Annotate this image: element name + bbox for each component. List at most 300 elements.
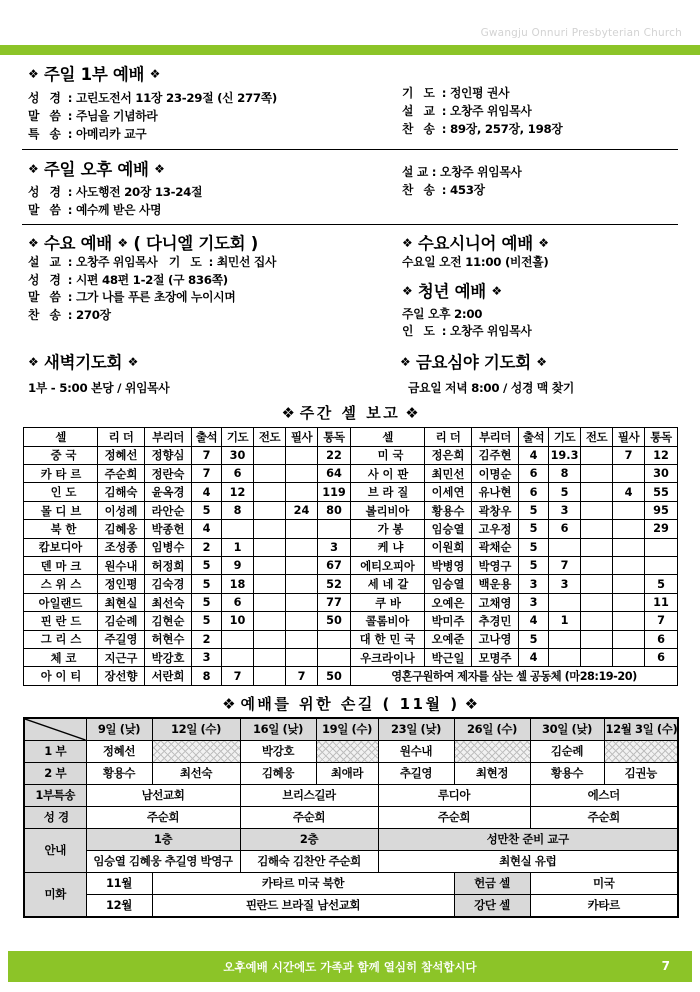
cell-prayer xyxy=(549,593,581,611)
cell-reading: 77 xyxy=(318,593,351,611)
cell-country: 몰 디 브 xyxy=(24,501,98,519)
cell-report-body xyxy=(24,446,678,685)
cell-evangel xyxy=(254,667,286,685)
schedule-cell: 최현정 xyxy=(454,762,530,784)
cell-evangel xyxy=(254,483,286,501)
schedule-cell: 주순희 xyxy=(240,806,378,828)
cell-subleader: 박강호 xyxy=(145,648,192,666)
col-header-reading: 통독 xyxy=(318,428,351,446)
cell-reading: 6 xyxy=(645,648,678,666)
cell-writing: 7 xyxy=(613,446,645,464)
cell-country: 볼리비아 xyxy=(351,501,425,519)
info-label: 말 씀 xyxy=(28,290,64,305)
info-value: 그가 나를 푸른 초장에 누이시며 xyxy=(75,290,236,305)
cell-writing xyxy=(286,593,318,611)
ornament-icon: ❖ xyxy=(127,355,139,370)
beautify-extra-label: 헌금 셀 xyxy=(454,872,530,894)
beautify-month: 12월 xyxy=(86,894,152,917)
col-header-writing: 필사 xyxy=(613,428,645,446)
cell-reading: 5 xyxy=(645,575,678,593)
cell-attend: 2 xyxy=(192,630,222,648)
info-line: 말 씀 : 주님을 기념하라 xyxy=(28,108,158,123)
cell-prayer: 12 xyxy=(222,483,254,501)
cell-prayer xyxy=(222,520,254,538)
cell-leader: 주길영 xyxy=(98,630,145,648)
cell-leader: 임승열 xyxy=(425,520,472,538)
cell-evangel xyxy=(254,501,286,519)
cell-reading: 52 xyxy=(318,575,351,593)
cell-leader: 이성례 xyxy=(98,501,145,519)
cell-evangel xyxy=(254,465,286,483)
cell-reading: 119 xyxy=(318,483,351,501)
cell-prayer: 5 xyxy=(549,483,581,501)
cell-writing xyxy=(286,465,318,483)
beautify-extra-label: 강단 셀 xyxy=(454,894,530,917)
schedule-cell: 주순희 xyxy=(378,806,530,828)
cell-subleader: 이명순 xyxy=(472,465,519,483)
cell-attend: 4 xyxy=(519,446,549,464)
schedule-cell: 주순희 xyxy=(530,806,678,828)
col-header-subleader: 부리더 xyxy=(145,428,192,446)
col-header-leader: 리 더 xyxy=(98,428,145,446)
sunday-first-title-text: 주일 1부 예배 xyxy=(43,65,145,84)
section-sunday-first-service xyxy=(0,57,700,144)
cell-leader: 정은희 xyxy=(425,446,472,464)
info-label: 성 경 xyxy=(28,272,64,287)
cell-writing xyxy=(613,538,645,556)
cell-prayer: 3 xyxy=(549,575,581,593)
cell-leader: 이원희 xyxy=(425,538,472,556)
cell-evangel xyxy=(581,593,613,611)
section-sunday-afternoon-service xyxy=(0,150,700,220)
youth-title xyxy=(402,278,700,302)
cell-leader: 최민선 xyxy=(425,465,472,483)
friday-prayer-title xyxy=(400,349,700,373)
cell-attend: 4 xyxy=(192,483,222,501)
info-line: 기 도 : 정인평 권사 xyxy=(402,86,510,100)
info-value: 고린도전서 11장 23-29절 (신 277쪽) xyxy=(75,91,277,105)
cell-leader: 원수내 xyxy=(98,557,145,575)
schedule-cell xyxy=(152,740,240,762)
cell-subleader: 정란숙 xyxy=(145,465,192,483)
cell-country: 사 이 판 xyxy=(351,465,425,483)
cell-country: 덴 마 크 xyxy=(24,557,98,575)
cell-country: 핀 란 드 xyxy=(24,612,98,630)
cell-leader: 지근구 xyxy=(98,648,145,666)
cell-attend: 5 xyxy=(192,575,222,593)
cell-writing xyxy=(286,557,318,575)
cell-attend: 7 xyxy=(192,446,222,464)
cell-prayer xyxy=(549,648,581,666)
cell-reading: 22 xyxy=(318,446,351,464)
cell-country: 카 타 르 xyxy=(24,465,98,483)
section-prayer-meetings xyxy=(0,341,700,398)
cell-reading: 80 xyxy=(318,501,351,519)
info-value: 예수께 받은 사명 xyxy=(75,202,162,217)
table-row xyxy=(24,465,678,483)
cell-reading: 64 xyxy=(318,465,351,483)
cell-country: 캄보디아 xyxy=(24,538,98,556)
col-header-attend: 출석 xyxy=(519,428,549,446)
col-header-writing: 필사 xyxy=(286,428,318,446)
col-header-leader: 리 더 xyxy=(425,428,472,446)
schedule-row-label: 2 부 xyxy=(24,762,86,784)
ornament-icon: ❖ xyxy=(281,404,295,423)
col-header-cell: 셀 xyxy=(24,428,98,446)
cell-writing xyxy=(286,612,318,630)
cell-reading: 29 xyxy=(645,520,678,538)
cell-writing xyxy=(286,630,318,648)
cell-leader: 김혜웅 xyxy=(98,520,145,538)
service-hands-title xyxy=(0,693,700,714)
cell-country: 아일랜드 xyxy=(24,593,98,611)
cell-attend: 4 xyxy=(519,648,549,666)
cell-attend: 5 xyxy=(192,557,222,575)
table-row xyxy=(24,501,678,519)
beautify-cells: 카타르 미국 북한 xyxy=(152,872,454,894)
beautify-month: 11월 xyxy=(86,872,152,894)
cell-leader: 오예준 xyxy=(425,630,472,648)
cell-leader: 장선향 xyxy=(98,667,145,685)
guide-header: 2층 xyxy=(240,828,378,850)
ornament-icon: ❖ xyxy=(154,161,165,176)
cell-country: 아 이 티 xyxy=(24,667,98,685)
sunday-afternoon-title-text: 주일 오후 예배 xyxy=(43,159,149,179)
schedule-row-label: 성 경 xyxy=(24,806,86,828)
info-label: 찬 송 xyxy=(402,121,438,136)
cell-evangel xyxy=(581,648,613,666)
cell-evangel xyxy=(581,483,613,501)
cell-reading: 95 xyxy=(645,501,678,519)
cell-subleader: 박영구 xyxy=(472,557,519,575)
cell-country: 대 한 민 국 xyxy=(351,630,425,648)
cell-writing xyxy=(286,648,318,666)
cell-writing xyxy=(613,520,645,538)
cell-attend: 5 xyxy=(192,593,222,611)
table-row xyxy=(24,557,678,575)
cell-subleader: 윤옥경 xyxy=(145,483,192,501)
info-value: 오창주 위임목사 xyxy=(449,324,532,339)
cell-country: 중 국 xyxy=(24,446,98,464)
beautify-cells: 핀란드 브라질 남선교회 xyxy=(152,894,454,917)
cell-evangel xyxy=(254,575,286,593)
ornament-icon: ❖ xyxy=(117,235,128,250)
schedule-cell: 브리스길라 xyxy=(240,784,378,806)
cell-leader: 박근일 xyxy=(425,648,472,666)
cell-writing xyxy=(613,465,645,483)
info-label: 특 송 xyxy=(28,126,64,141)
wednesday-title-text: 수요 예배 xyxy=(43,233,112,253)
cell-subleader: 김주현 xyxy=(472,446,519,464)
schedule-row-label: 1 부 xyxy=(24,740,86,762)
info-label: 성 경 xyxy=(28,91,64,105)
cell-report-table xyxy=(23,427,678,685)
info-value: 오창주 위임목사 xyxy=(449,103,532,118)
cell-writing xyxy=(286,520,318,538)
col-header-subleader: 부리더 xyxy=(472,428,519,446)
info-line: 설 교 : 오창주 위임목사 기 도 : 최민선 집사 xyxy=(28,254,277,269)
cell-leader: 최현실 xyxy=(98,593,145,611)
info-line: 설 교 : 오창주 위임목사 xyxy=(402,164,522,179)
table-row xyxy=(24,828,678,850)
service-hands-table-wrapper xyxy=(23,717,677,918)
ornament-icon: ❖ xyxy=(28,235,39,250)
guide-value: 임승열 김혜웅 추길영 박영구 xyxy=(86,850,240,872)
schedule-cell: 최선숙 xyxy=(152,762,240,784)
ornament-icon: ❖ xyxy=(402,235,413,250)
cell-subleader: 정향심 xyxy=(145,446,192,464)
cell-country: 쿠 바 xyxy=(351,593,425,611)
cell-evangel xyxy=(254,648,286,666)
cell-leader: 박미주 xyxy=(425,612,472,630)
cell-reading xyxy=(318,520,351,538)
cell-subleader: 김현순 xyxy=(145,612,192,630)
cell-attend: 4 xyxy=(192,520,222,538)
sunday-afternoon-title xyxy=(28,156,400,180)
table-row xyxy=(24,740,678,762)
cell-attend: 7 xyxy=(192,465,222,483)
cell-subleader: 임병수 xyxy=(145,538,192,556)
cell-reading xyxy=(645,557,678,575)
cell-prayer xyxy=(222,648,254,666)
schedule-row-label-guide: 안내 xyxy=(24,828,86,872)
cell-attend: 3 xyxy=(192,648,222,666)
cell-attend: 2 xyxy=(192,538,222,556)
wednesday-title xyxy=(28,230,400,254)
cell-attend: 4 xyxy=(519,612,549,630)
cell-attend: 3 xyxy=(519,593,549,611)
table-row xyxy=(24,784,678,806)
wednesday-senior-title-text: 수요시니어 예배 xyxy=(417,233,533,253)
schedule-cell xyxy=(454,740,530,762)
schedule-cell: 최애라 xyxy=(316,762,378,784)
info-label: 설 교 xyxy=(28,254,64,269)
cell-subleader: 허현수 xyxy=(145,630,192,648)
cell-reading xyxy=(645,538,678,556)
cell-subleader: 유나현 xyxy=(472,483,519,501)
schedule-header-row xyxy=(24,718,678,741)
info-label: 설 교 xyxy=(402,103,438,118)
table-row xyxy=(24,667,678,685)
table-row xyxy=(24,872,678,894)
cell-subleader: 고나영 xyxy=(472,630,519,648)
friday-prayer-info: 금요일 저녁 8:00 / 성경 맥 찾기 xyxy=(408,381,574,396)
footer-bar xyxy=(8,951,692,982)
cell-attend: 6 xyxy=(519,465,549,483)
cell-writing xyxy=(286,538,318,556)
ornament-icon: ❖ xyxy=(149,67,161,81)
info-value: 270장 xyxy=(75,308,111,323)
cell-leader: 이세연 xyxy=(425,483,472,501)
table-row xyxy=(24,850,678,872)
info-label: 인 도 xyxy=(402,324,438,339)
cell-writing xyxy=(613,557,645,575)
cell-evangel xyxy=(254,557,286,575)
col-header-prayer: 기도 xyxy=(549,428,581,446)
info-line: 설 교 : 오창주 위임목사 xyxy=(402,103,532,118)
cell-prayer: 19.3 xyxy=(549,446,581,464)
ornament-icon: ❖ xyxy=(28,67,39,81)
schedule-date-header: 16일 (낮) xyxy=(240,718,316,741)
cell-reading: 67 xyxy=(318,557,351,575)
schedule-date-header: 23일 (낮) xyxy=(378,718,454,741)
info-line: 성 경 : 시편 48편 1-2절 (구 836쪽) xyxy=(28,272,228,287)
cell-prayer: 6 xyxy=(549,520,581,538)
cell-evangel xyxy=(581,575,613,593)
cell-evangel xyxy=(254,446,286,464)
cell-country: 미 국 xyxy=(351,446,425,464)
cell-country: 체 코 xyxy=(24,648,98,666)
friday-prayer-title-text: 금요심야 기도회 xyxy=(415,353,531,373)
cell-prayer: 1 xyxy=(222,538,254,556)
cell-report-title-text: 주간 셀 보고 xyxy=(299,404,401,423)
cell-reading: 12 xyxy=(645,446,678,464)
cell-writing xyxy=(286,575,318,593)
cell-evangel xyxy=(254,593,286,611)
service-hands-body xyxy=(24,718,678,917)
cell-country: 북 한 xyxy=(24,520,98,538)
schedule-cell: 추길영 xyxy=(378,762,454,784)
dawn-prayer-title-text: 새벽기도회 xyxy=(43,353,123,373)
service-hands-table xyxy=(23,717,679,918)
cell-reading: 50 xyxy=(318,667,351,685)
cell-prayer xyxy=(222,630,254,648)
cell-report-header-row xyxy=(24,428,678,446)
cell-attend: 3 xyxy=(519,575,549,593)
cell-writing xyxy=(613,648,645,666)
col-header-prayer: 기도 xyxy=(222,428,254,446)
schedule-row-label: 1부특송 xyxy=(24,784,86,806)
info-value: 시편 48편 1-2절 (구 836쪽) xyxy=(75,272,228,287)
cell-leader: 황용수 xyxy=(425,501,472,519)
cell-evangel xyxy=(254,612,286,630)
service-hands-title-text: 예배를 위한 손길 ( 11월 ) xyxy=(240,694,460,713)
cell-writing xyxy=(613,575,645,593)
cell-writing xyxy=(613,630,645,648)
info-value: 453장 xyxy=(449,182,485,197)
wednesday-senior-info: 수요일 오전 11:00 (비전홀) xyxy=(402,254,549,269)
cell-prayer: 10 xyxy=(222,612,254,630)
cell-attend: 5 xyxy=(519,557,549,575)
cell-prayer xyxy=(549,538,581,556)
cell-attend: 5 xyxy=(519,501,549,519)
cell-report-motto: 영혼구원하여 제자를 삼는 셀 공동체 (마28:19-20) xyxy=(351,667,678,685)
schedule-cell: 김혜웅 xyxy=(240,762,316,784)
table-row xyxy=(24,612,678,630)
info-line: 찬 송 : 89장, 257장, 198장 xyxy=(402,121,563,136)
info-label: 찬 송 xyxy=(28,308,64,323)
cell-evangel xyxy=(581,538,613,556)
schedule-cell: 남선교회 xyxy=(86,784,240,806)
table-row xyxy=(24,520,678,538)
cell-subleader: 고채영 xyxy=(472,593,519,611)
info-label: 찬 송 xyxy=(402,182,438,197)
guide-value: 김해숙 김찬안 주순희 xyxy=(240,850,378,872)
schedule-date-header: 30일 (낮) xyxy=(530,718,604,741)
cell-subleader: 모명주 xyxy=(472,648,519,666)
col-header-evangel: 전도 xyxy=(581,428,613,446)
schedule-date-header: 12월 3일 (수) xyxy=(604,718,678,741)
cell-writing: 4 xyxy=(613,483,645,501)
cell-country: 케 냐 xyxy=(351,538,425,556)
ornament-icon: ❖ xyxy=(536,355,547,370)
schedule-corner-cell xyxy=(24,718,86,741)
footer-message: 오후예배 시간에도 가족과 함께 열심히 참석합시다 xyxy=(223,960,477,974)
cell-evangel xyxy=(581,465,613,483)
cell-country: 우크라이나 xyxy=(351,648,425,666)
info-label: 성 경 xyxy=(28,184,64,199)
cell-country: 콜롬비아 xyxy=(351,612,425,630)
table-row xyxy=(24,483,678,501)
cell-subleader: 박종헌 xyxy=(145,520,192,538)
schedule-cell: 주순희 xyxy=(86,806,240,828)
schedule-cell: 황용수 xyxy=(86,762,152,784)
info-line: 찬 송 : 453장 xyxy=(402,182,485,197)
schedule-cell: 루디아 xyxy=(378,784,530,806)
col-header-attend: 출석 xyxy=(192,428,222,446)
cell-attend: 5 xyxy=(519,520,549,538)
wednesday-subtitle: ( 다니엘 기도회 ) xyxy=(133,233,258,253)
ornament-icon: ❖ xyxy=(28,355,39,370)
info-label: 기 도 xyxy=(402,86,438,100)
info-line: 말 씀 : 그가 나를 푸른 초장에 누이시며 xyxy=(28,290,236,305)
info-value: 정인평 권사 xyxy=(449,86,510,100)
table-row xyxy=(24,446,678,464)
cell-subleader: 허정희 xyxy=(145,557,192,575)
cell-reading: 3 xyxy=(318,538,351,556)
info-value: 아메리카 교구 xyxy=(75,126,147,141)
schedule-row-label-beautify: 미화 xyxy=(24,872,86,917)
cell-reading xyxy=(318,648,351,666)
cell-country: 그 리 스 xyxy=(24,630,98,648)
info-label: 말 씀 xyxy=(28,202,64,217)
info-value: 오창주 위임목사 xyxy=(75,254,158,269)
cell-leader: 오예은 xyxy=(425,593,472,611)
cell-prayer: 8 xyxy=(222,501,254,519)
cell-prayer: 7 xyxy=(222,667,254,685)
cell-evangel xyxy=(581,520,613,538)
info-label: 기 도 xyxy=(168,254,205,269)
cell-evangel xyxy=(581,446,613,464)
cell-leader: 김순례 xyxy=(98,612,145,630)
footer-page-number: 7 xyxy=(661,959,670,973)
guide-header: 1층 xyxy=(86,828,240,850)
header-accent-bar xyxy=(0,45,700,55)
cell-prayer: 3 xyxy=(549,501,581,519)
cell-leader: 박병영 xyxy=(425,557,472,575)
schedule-date-header: 12일 (수) xyxy=(152,718,240,741)
cell-evangel xyxy=(254,538,286,556)
schedule-cell xyxy=(316,740,378,762)
cell-attend: 5 xyxy=(192,501,222,519)
table-row xyxy=(24,648,678,666)
cell-writing xyxy=(286,446,318,464)
ornament-icon: ❖ xyxy=(405,404,419,423)
cell-country: 에티오피아 xyxy=(351,557,425,575)
info-line: 성 경 : 사도행전 20장 13-24절 xyxy=(28,184,203,199)
cell-prayer: 6 xyxy=(222,465,254,483)
cell-evangel xyxy=(581,630,613,648)
youth-title-text: 청년 예배 xyxy=(417,281,486,301)
cell-writing xyxy=(613,593,645,611)
cell-subleader: 고우정 xyxy=(472,520,519,538)
cell-leader: 김해숙 xyxy=(98,483,145,501)
cell-reading xyxy=(318,630,351,648)
schedule-cell: 정혜선 xyxy=(86,740,152,762)
cell-leader: 정인평 xyxy=(98,575,145,593)
beautify-extra-value: 카타르 xyxy=(530,894,678,917)
cell-evangel xyxy=(581,501,613,519)
